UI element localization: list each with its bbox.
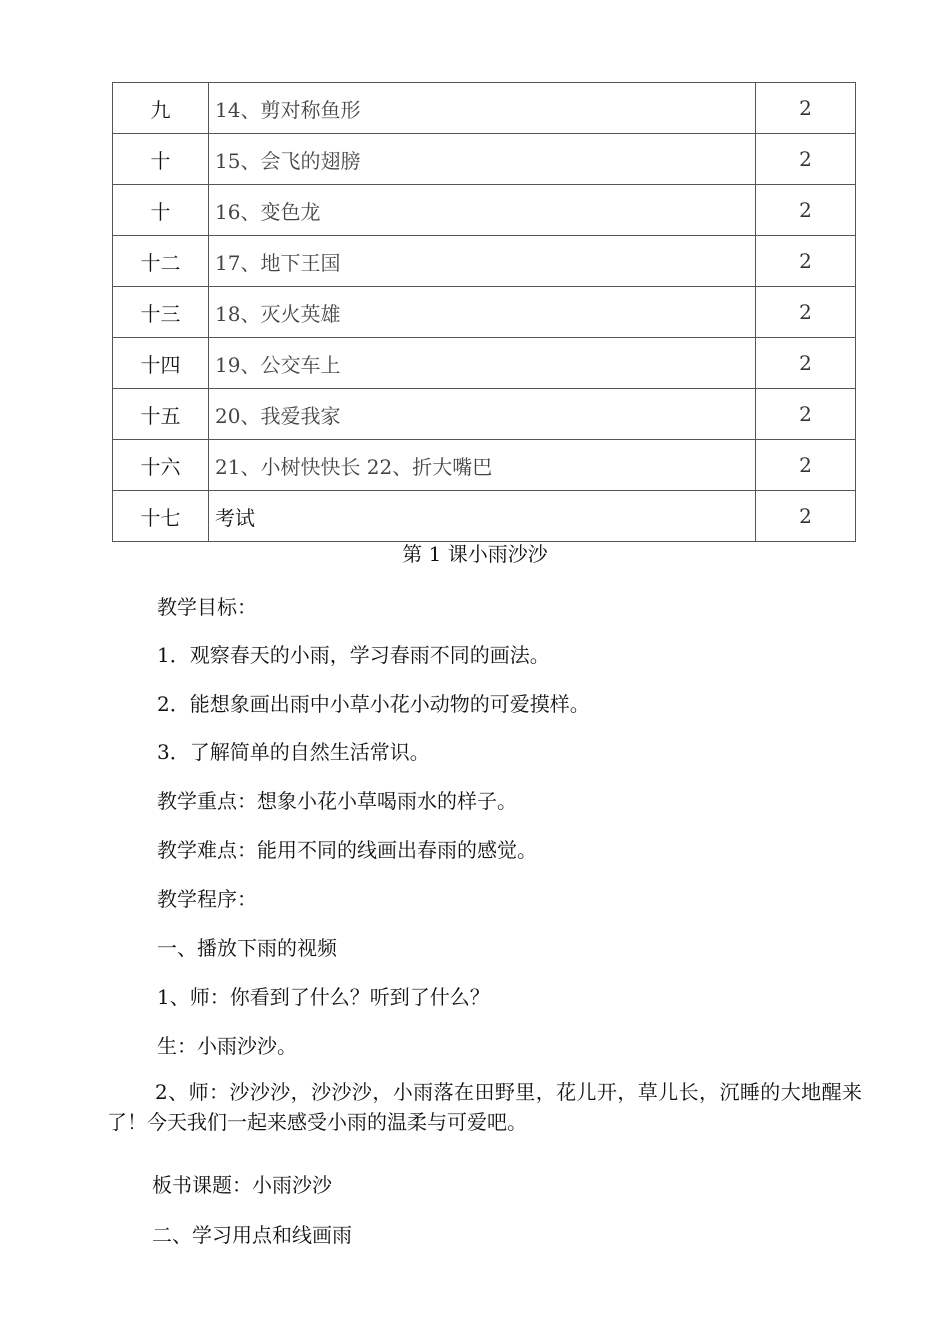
procedure-heading: 教学程序： <box>157 887 257 911</box>
table-row <box>113 83 856 134</box>
hours-cell: 2 <box>756 134 856 185</box>
week-cell: 十六 <box>113 440 209 491</box>
hours-cell: 2 <box>756 389 856 440</box>
week-cell: 十 <box>113 134 209 185</box>
hours-cell: 2 <box>756 287 856 338</box>
lesson-title: 第 1 课小雨沙沙 <box>402 542 548 566</box>
week-cell: 十二 <box>113 236 209 287</box>
table-row <box>113 440 856 491</box>
lesson-cell: 19、公交车上 <box>209 338 756 389</box>
key-point: 教学重点：想象小花小草喝雨水的样子。 <box>157 789 517 813</box>
week-cell: 十四 <box>113 338 209 389</box>
board-title: 板书课题：小雨沙沙 <box>152 1173 332 1197</box>
week-cell: 十七 <box>113 491 209 542</box>
course-schedule-table <box>112 82 856 542</box>
objective-item: 1．观察春天的小雨，学习春雨不同的画法。 <box>157 643 550 667</box>
student-answer: 生：小雨沙沙。 <box>157 1034 297 1058</box>
lesson-cell: 15、会飞的翅膀 <box>209 134 756 185</box>
hours-cell: 2 <box>756 491 856 542</box>
teacher-intro-paragraph: 2、师：沙沙沙，沙沙沙，小雨落在田野里，花儿开，草儿长，沉睡的大地醒来了！今天我们一起来感受小雨的温柔与可爱吧。 <box>107 1080 862 1134</box>
table-row <box>113 389 856 440</box>
difficulty-point: 教学难点：能用不同的线画出春雨的感觉。 <box>157 838 537 862</box>
week-cell: 十三 <box>113 287 209 338</box>
objective-item: 2．能想象画出雨中小草小花小动物的可爱摸样。 <box>157 692 590 716</box>
lesson-cell: 17、地下王国 <box>209 236 756 287</box>
step-heading: 一、播放下雨的视频 <box>157 936 337 960</box>
week-cell: 十 <box>113 185 209 236</box>
lesson-cell: 考试 <box>209 491 756 542</box>
hours-cell: 2 <box>756 83 856 134</box>
lesson-cell: 14、剪对称鱼形 <box>209 83 756 134</box>
objective-item: 3．了解简单的自然生活常识。 <box>157 740 430 764</box>
table-row <box>113 338 856 389</box>
hours-cell: 2 <box>756 440 856 491</box>
lesson-cell: 20、我爱我家 <box>209 389 756 440</box>
lesson-cell: 21、小树快快长 22、折大嘴巴 <box>209 440 756 491</box>
week-cell: 九 <box>113 83 209 134</box>
step-heading: 二、学习用点和线画雨 <box>152 1223 352 1247</box>
lesson-cell: 16、变色龙 <box>209 185 756 236</box>
hours-cell: 2 <box>756 338 856 389</box>
lesson-cell: 18、灭火英雄 <box>209 287 756 338</box>
hours-cell: 2 <box>756 185 856 236</box>
teacher-question: 1、师：你看到了什么？听到了什么？ <box>157 985 490 1009</box>
table-row <box>113 287 856 338</box>
table-row <box>113 236 856 287</box>
objectives-heading: 教学目标： <box>157 595 257 619</box>
table-row <box>113 185 856 236</box>
hours-cell: 2 <box>756 236 856 287</box>
table-row <box>113 134 856 185</box>
table-row <box>113 491 856 542</box>
week-cell: 十五 <box>113 389 209 440</box>
